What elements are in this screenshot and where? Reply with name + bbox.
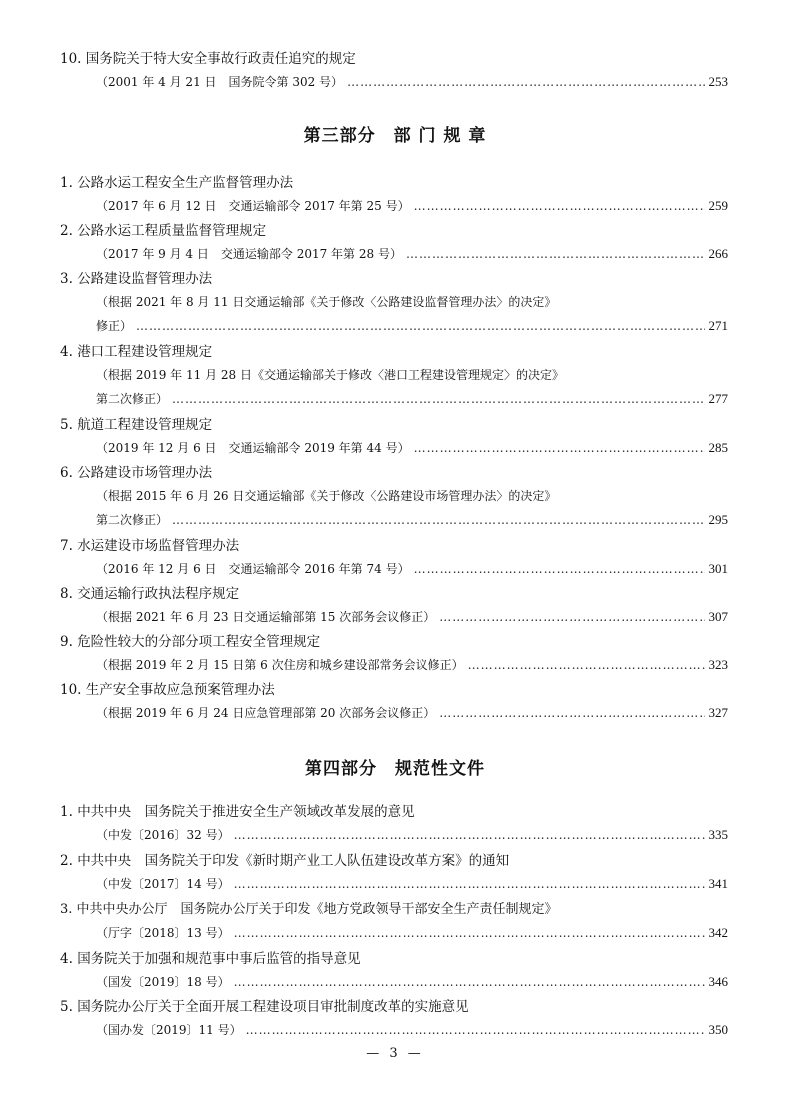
section-heading: 第三部分 部 门 规 章 bbox=[303, 126, 487, 146]
toc-entry bbox=[60, 222, 728, 261]
entry-number: 3. bbox=[60, 271, 73, 287]
page-number: 327 bbox=[708, 705, 728, 720]
dot-leader bbox=[414, 440, 705, 456]
dot-leader bbox=[406, 246, 705, 262]
entry-title-text: 航道工程建设管理规定 bbox=[77, 417, 213, 433]
toc-entry bbox=[60, 950, 728, 989]
dot-leader bbox=[234, 974, 705, 990]
dot-leader bbox=[234, 876, 705, 892]
entry-source: （2016 年 12 月 6 日 交通运输部令 2016 年第 74 号） bbox=[96, 562, 410, 576]
page-number: 277 bbox=[708, 391, 728, 406]
entry-number: 1. bbox=[60, 175, 73, 191]
dot-leader bbox=[439, 609, 704, 625]
toc-entry bbox=[60, 633, 728, 672]
entry-number: 6. bbox=[60, 465, 73, 481]
dot-leader bbox=[468, 657, 705, 673]
entry-title-text: 中共中央办公厅 国务院办公厅关于印发《地方党政领导干部安全生产责任制规定》 bbox=[76, 902, 558, 917]
page-number: 295 bbox=[708, 512, 728, 527]
entry-source: （2017 年 6 月 12 日 交通运输部令 2017 年第 25 号） bbox=[96, 199, 410, 213]
entry-source: （厅字〔2018〕13 号） bbox=[96, 926, 230, 940]
entry-source: （2001 年 4 月 21 日 国务院令第 302 号） bbox=[96, 75, 344, 89]
entry-title-text: 水运建设市场监督管理办法 bbox=[77, 538, 240, 554]
toc-entry bbox=[60, 998, 728, 1037]
entry-source: （中发〔2016〕32 号） bbox=[96, 828, 230, 842]
page-number: 350 bbox=[708, 1022, 728, 1037]
entry-title-text: 危险性较大的分部分项工程安全管理规定 bbox=[77, 634, 321, 650]
entry-number: 2. bbox=[60, 853, 73, 869]
dot-leader bbox=[172, 391, 704, 407]
section-heading: 第四部分 规范性文件 bbox=[305, 759, 485, 779]
entry-number: 4. bbox=[60, 344, 73, 360]
entry-title-text: 公路水运工程质量监督管理规定 bbox=[77, 223, 267, 239]
page-number: 285 bbox=[708, 440, 728, 455]
entry-source: （国办发〔2019〕11 号） bbox=[96, 1023, 242, 1037]
entry-title-text: 国务院关于特大安全事故行政责任追究的规定 bbox=[85, 51, 356, 67]
toc-entry bbox=[60, 852, 728, 891]
toc-entry bbox=[60, 681, 728, 720]
toc-entry bbox=[60, 416, 728, 455]
toc-entry bbox=[60, 270, 728, 333]
entry-source-line bbox=[96, 74, 728, 90]
entry-source: （2019 年 12 月 6 日 交通运输部令 2019 年第 44 号） bbox=[96, 441, 410, 455]
toc-entry bbox=[60, 803, 728, 842]
entry-number: 7. bbox=[60, 538, 73, 554]
entry-source-cont: 修正） bbox=[96, 319, 133, 333]
entry-title-text: 中共中央 国务院关于印发《新时期产业工人队伍建设改革方案》的通知 bbox=[77, 853, 510, 869]
dot-leader bbox=[414, 561, 705, 577]
entry-title-text: 国务院关于加强和规范事中事后监管的指导意见 bbox=[77, 951, 361, 967]
entry-number: 3. bbox=[60, 902, 73, 917]
entry-number: 2. bbox=[60, 223, 73, 239]
toc-entry bbox=[60, 343, 728, 406]
page-number: 342 bbox=[708, 925, 728, 940]
entry-source: （根据 2019 年 2 月 15 日第 6 次住房和城乡建设部常务会议修正） bbox=[96, 658, 464, 672]
toc-entry bbox=[60, 537, 728, 576]
entry-title-text: 生产安全事故应急预案管理办法 bbox=[85, 682, 275, 698]
entry-number: 5. bbox=[60, 999, 73, 1015]
toc-entry bbox=[60, 464, 728, 527]
toc-entry bbox=[60, 585, 728, 624]
entry-number: 10. bbox=[60, 682, 82, 698]
entry-source: （中发〔2017〕14 号） bbox=[96, 877, 230, 891]
entry-source: （国发〔2019〕18 号） bbox=[96, 975, 230, 989]
dot-leader bbox=[234, 925, 705, 941]
page-number: 346 bbox=[708, 974, 728, 989]
entry-title-text: 公路建设市场管理办法 bbox=[77, 465, 213, 481]
entry-number: 4. bbox=[60, 951, 73, 967]
entry-number: 9. bbox=[60, 634, 73, 650]
dot-leader bbox=[414, 198, 705, 214]
page-footer: — 3 — bbox=[366, 1046, 424, 1061]
page-number: 266 bbox=[708, 246, 728, 261]
page-number: 301 bbox=[708, 561, 728, 576]
entry-source: （根据 2019 年 6 月 24 日应急管理部第 20 次部务会议修正） bbox=[96, 706, 436, 720]
entry-source: （根据 2019 年 11 月 28 日《交通运输部关于修改〈港口工程建设管理规定〉的决定》 bbox=[96, 368, 564, 382]
entry-title-text: 交通运输行政执法程序规定 bbox=[77, 586, 240, 602]
entry-source: （根据 2015 年 6 月 26 日交通运输部《关于修改〈公路建设市场管理办法〉的决定》 bbox=[96, 489, 557, 503]
entry-title bbox=[60, 50, 728, 68]
page-number: 341 bbox=[708, 876, 728, 891]
entry-number: 10. bbox=[60, 51, 82, 67]
entry-source-cont: 第二次修正） bbox=[96, 392, 169, 406]
page-number: 323 bbox=[708, 657, 728, 672]
entry-title-text: 国务院办公厅关于全面开展工程建设项目审批制度改革的实施意见 bbox=[77, 999, 469, 1015]
toc-entry bbox=[60, 50, 728, 89]
toc-entry bbox=[60, 174, 728, 213]
dot-leader bbox=[347, 74, 704, 90]
page-number: 307 bbox=[708, 609, 728, 624]
entry-source-cont: 第二次修正） bbox=[96, 513, 169, 527]
entry-source: （根据 2021 年 6 月 23 日交通运输部第 15 次部务会议修正） bbox=[96, 610, 436, 624]
entry-title-text: 公路建设监督管理办法 bbox=[77, 271, 213, 287]
dot-leader bbox=[234, 827, 705, 843]
page-number: 271 bbox=[708, 318, 728, 333]
dot-leader bbox=[439, 705, 704, 721]
entry-title-text: 中共中央 国务院关于推进安全生产领域改革发展的意见 bbox=[77, 804, 415, 820]
entry-title-text: 港口工程建设管理规定 bbox=[77, 344, 213, 360]
entry-number: 8. bbox=[60, 586, 73, 602]
dot-leader bbox=[136, 318, 704, 334]
dot-leader bbox=[246, 1022, 705, 1038]
page-number: 253 bbox=[708, 74, 728, 89]
page-number: 335 bbox=[708, 827, 728, 842]
dot-leader bbox=[172, 512, 704, 528]
entry-number: 1. bbox=[60, 804, 73, 820]
entry-source: （2017 年 9 月 4 日 交通运输部令 2017 年第 28 号） bbox=[96, 247, 402, 261]
entry-source: （根据 2021 年 8 月 11 日交通运输部《关于修改〈公路建设监督管理办法〉的决定》 bbox=[96, 295, 557, 309]
entry-title-text: 公路水运工程安全生产监督管理办法 bbox=[77, 175, 294, 191]
page-number: 259 bbox=[708, 198, 728, 213]
toc-entry bbox=[60, 901, 728, 940]
entry-number: 5. bbox=[60, 417, 73, 433]
